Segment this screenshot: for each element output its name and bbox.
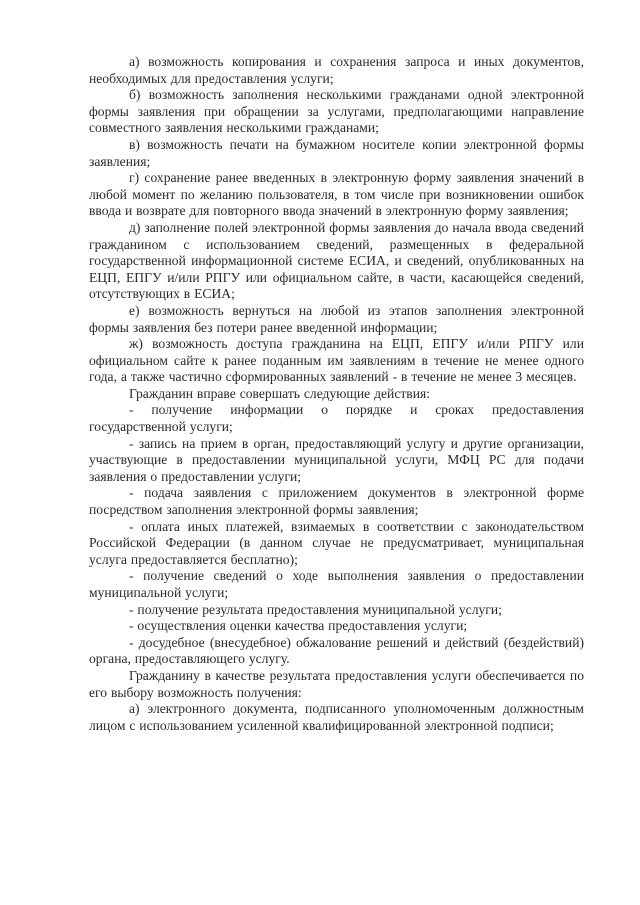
list-item-status: - получение сведений о ходе выполнения заявления о предоставлении муниципальной услуги; [89, 568, 584, 600]
paragraph-print-copy: в) возможность печати на бумажном носителе копии электронной формы заявления; [89, 136, 584, 169]
paragraph-access-history: ж) возможность доступа гражданина на ЕЦП, ЕПГУ и/или РПГУ или официальном сайте к ранее поданным им заявлениям в течение не менее одного года, а также частично сформированных заявлений - в течение не менее 3 месяцев. [89, 336, 584, 385]
paragraph-return-step: е) возможность вернуться на любой из этапов заполнения электронной формы заявления без потери ранее введенной информации; [89, 302, 584, 335]
list-item-appointment: - запись на прием в орган, предоставляющий услугу и другие организации, участвующие в предоставлении муниципальной услуги, МФЦ РС для подачи заявления о предоставлении услуги; [89, 435, 584, 484]
paragraph-result-options: Гражданину в качестве результата предоставления услуги обеспечивается по его выбору возможность получения: [89, 667, 584, 700]
paragraph-copy-save: а) возможность копирования и сохранения запроса и иных документов, необходимых для предоставления услуги; [89, 54, 584, 86]
paragraph-save-values: г) сохранение ранее введенных в электронную форму заявления значений в любой момент по желанию пользователя, в том числе при возникновении ошибок ввода и возврате для повторного ввода значений в электронную форму заявления; [89, 170, 584, 219]
list-item-result: - получение результата предоставления муниципальной услуги; [129, 601, 502, 617]
paragraph-citizen-rights: Гражданин вправе совершать следующие действия: [129, 385, 431, 401]
list-item-appeal: - досудебное (внесудебное) обжалование решений и действий (бездействий) органа, предоставляющего услугу. [89, 634, 584, 667]
list-item-info: - получение информации о порядке и сроках предоставления государственной услуги; [89, 402, 584, 435]
paragraph-electronic-document: а) электронного документа, подписанного уполномоченным должностным лицом с использованием усиленной квалифицированной электронной подписи; [89, 701, 584, 733]
list-item-quality: - осуществления оценки качества предоставления услуги; [129, 618, 468, 634]
paragraph-prefill-fields: д) заполнение полей электронной формы заявления до начала ввода сведений гражданином с использованием сведений, размещенных в федеральной государственной информационной системе ЕСИА, и сведений, опубликованных на ЕЦП, ЕПГУ и/или РПГУ или официальном сайте, в части, касающейся сведений, отсутствующих в ЕСИА; [89, 219, 584, 302]
list-item-submit: - подача заявления с приложением документов в электронной форме посредством заполнения электронной формы заявления; [89, 485, 584, 518]
list-item-payment: - оплата иных платежей, взимаемых в соответствии с законодательством Российской Федерации (в данном случае не предусматривает, муниципальная услуга предоставляется бесплатно); [89, 518, 584, 567]
paragraph-joint-form: б) возможность заполнения несколькими гражданами одной электронной формы заявления при обращении за услугами, предполагающими направление совместного заявления несколькими гражданами; [89, 87, 584, 136]
